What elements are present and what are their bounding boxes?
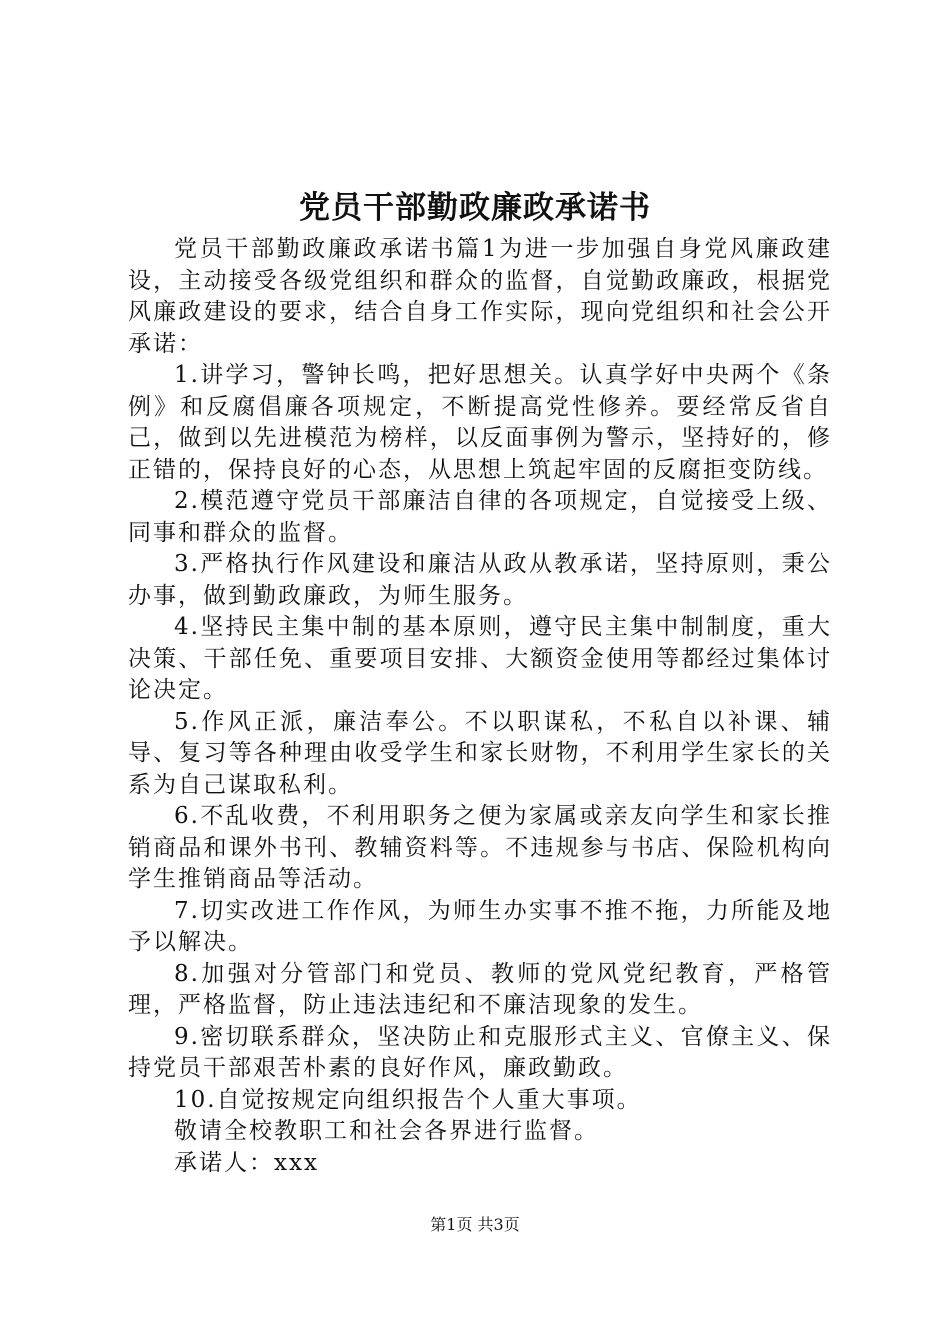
intro-paragraph: 党员干部勤政廉政承诺书篇1为进一步加强自身党风廉政建设，主动接受各级党组织和群众的监督，自觉勤政廉政，根据党风廉政建设的要求，结合自身工作实际，现向党组织和社会公开承诺： xyxy=(128,236,832,357)
commitment-item-9: 9.密切联系群众，坚决防止和克服形式主义、官僚主义、保持党员干部艰苦朴素的良好作风，廉政勤政。 xyxy=(128,1023,832,1081)
commitment-item-5: 5.作风正派，廉洁奉公。不以职谋私，不私自以补课、辅导、复习等各种理由收受学生和家长财物，不利用学生家长的关系为自己谋取私利。 xyxy=(128,708,832,798)
signatory-line: 承诺人：xxx xyxy=(174,1149,319,1176)
document-body xyxy=(128,234,832,1179)
commitment-item-10: 10.自觉按规定向组织报告个人重大事项。 xyxy=(174,1086,642,1113)
supervision-request: 敬请全校教职工和社会各界进行监督。 xyxy=(174,1118,599,1144)
commitment-item-8: 8.加强对分管部门和党员、教师的党风党纪教育，严格管理，严格监督，防止违法违纪和不廉洁现象的发生。 xyxy=(128,960,832,1018)
document-title: 党员干部勤政廉政承诺书 xyxy=(299,190,651,226)
commitment-item-1: 1.讲学习，警钟长鸣，把好思想关。认真学好中央两个《条例》和反腐倡廉各项规定，不断提高党性修养。要经常反省自己，做到以先进模范为榜样，以反面事例为警示，坚持好的，修正错的，保持良好的心态，从思想上筑起牢固的反腐拒变防线。 xyxy=(128,362,832,483)
page-number-footer: 第1页 共3页 xyxy=(430,1215,520,1234)
commitment-item-6: 6.不乱收费，不利用职务之便为家属或亲友向学生和家长推销商品和课外书刊、教辅资料等。不违规参与书店、保险机构向学生推销商品等活动。 xyxy=(128,803,832,892)
commitment-item-2: 2.模范遵守党员干部廉洁自律的各项规定，自觉接受上级、同事和群众的监督。 xyxy=(128,488,832,546)
commitment-item-3: 3.严格执行作风建设和廉洁从政从教承诺，坚持原则，秉公办事，做到勤政廉政，为师生服务。 xyxy=(128,551,832,609)
commitment-item-7: 7.切实改进工作作风，为师生办实事不推不拖，力所能及地予以解决。 xyxy=(128,897,832,955)
commitment-item-4: 4.坚持民主集中制的基本原则，遵守民主集中制制度，重大决策、干部任免、重要项目安排、大额资金使用等都经过集体讨论决定。 xyxy=(128,614,832,703)
